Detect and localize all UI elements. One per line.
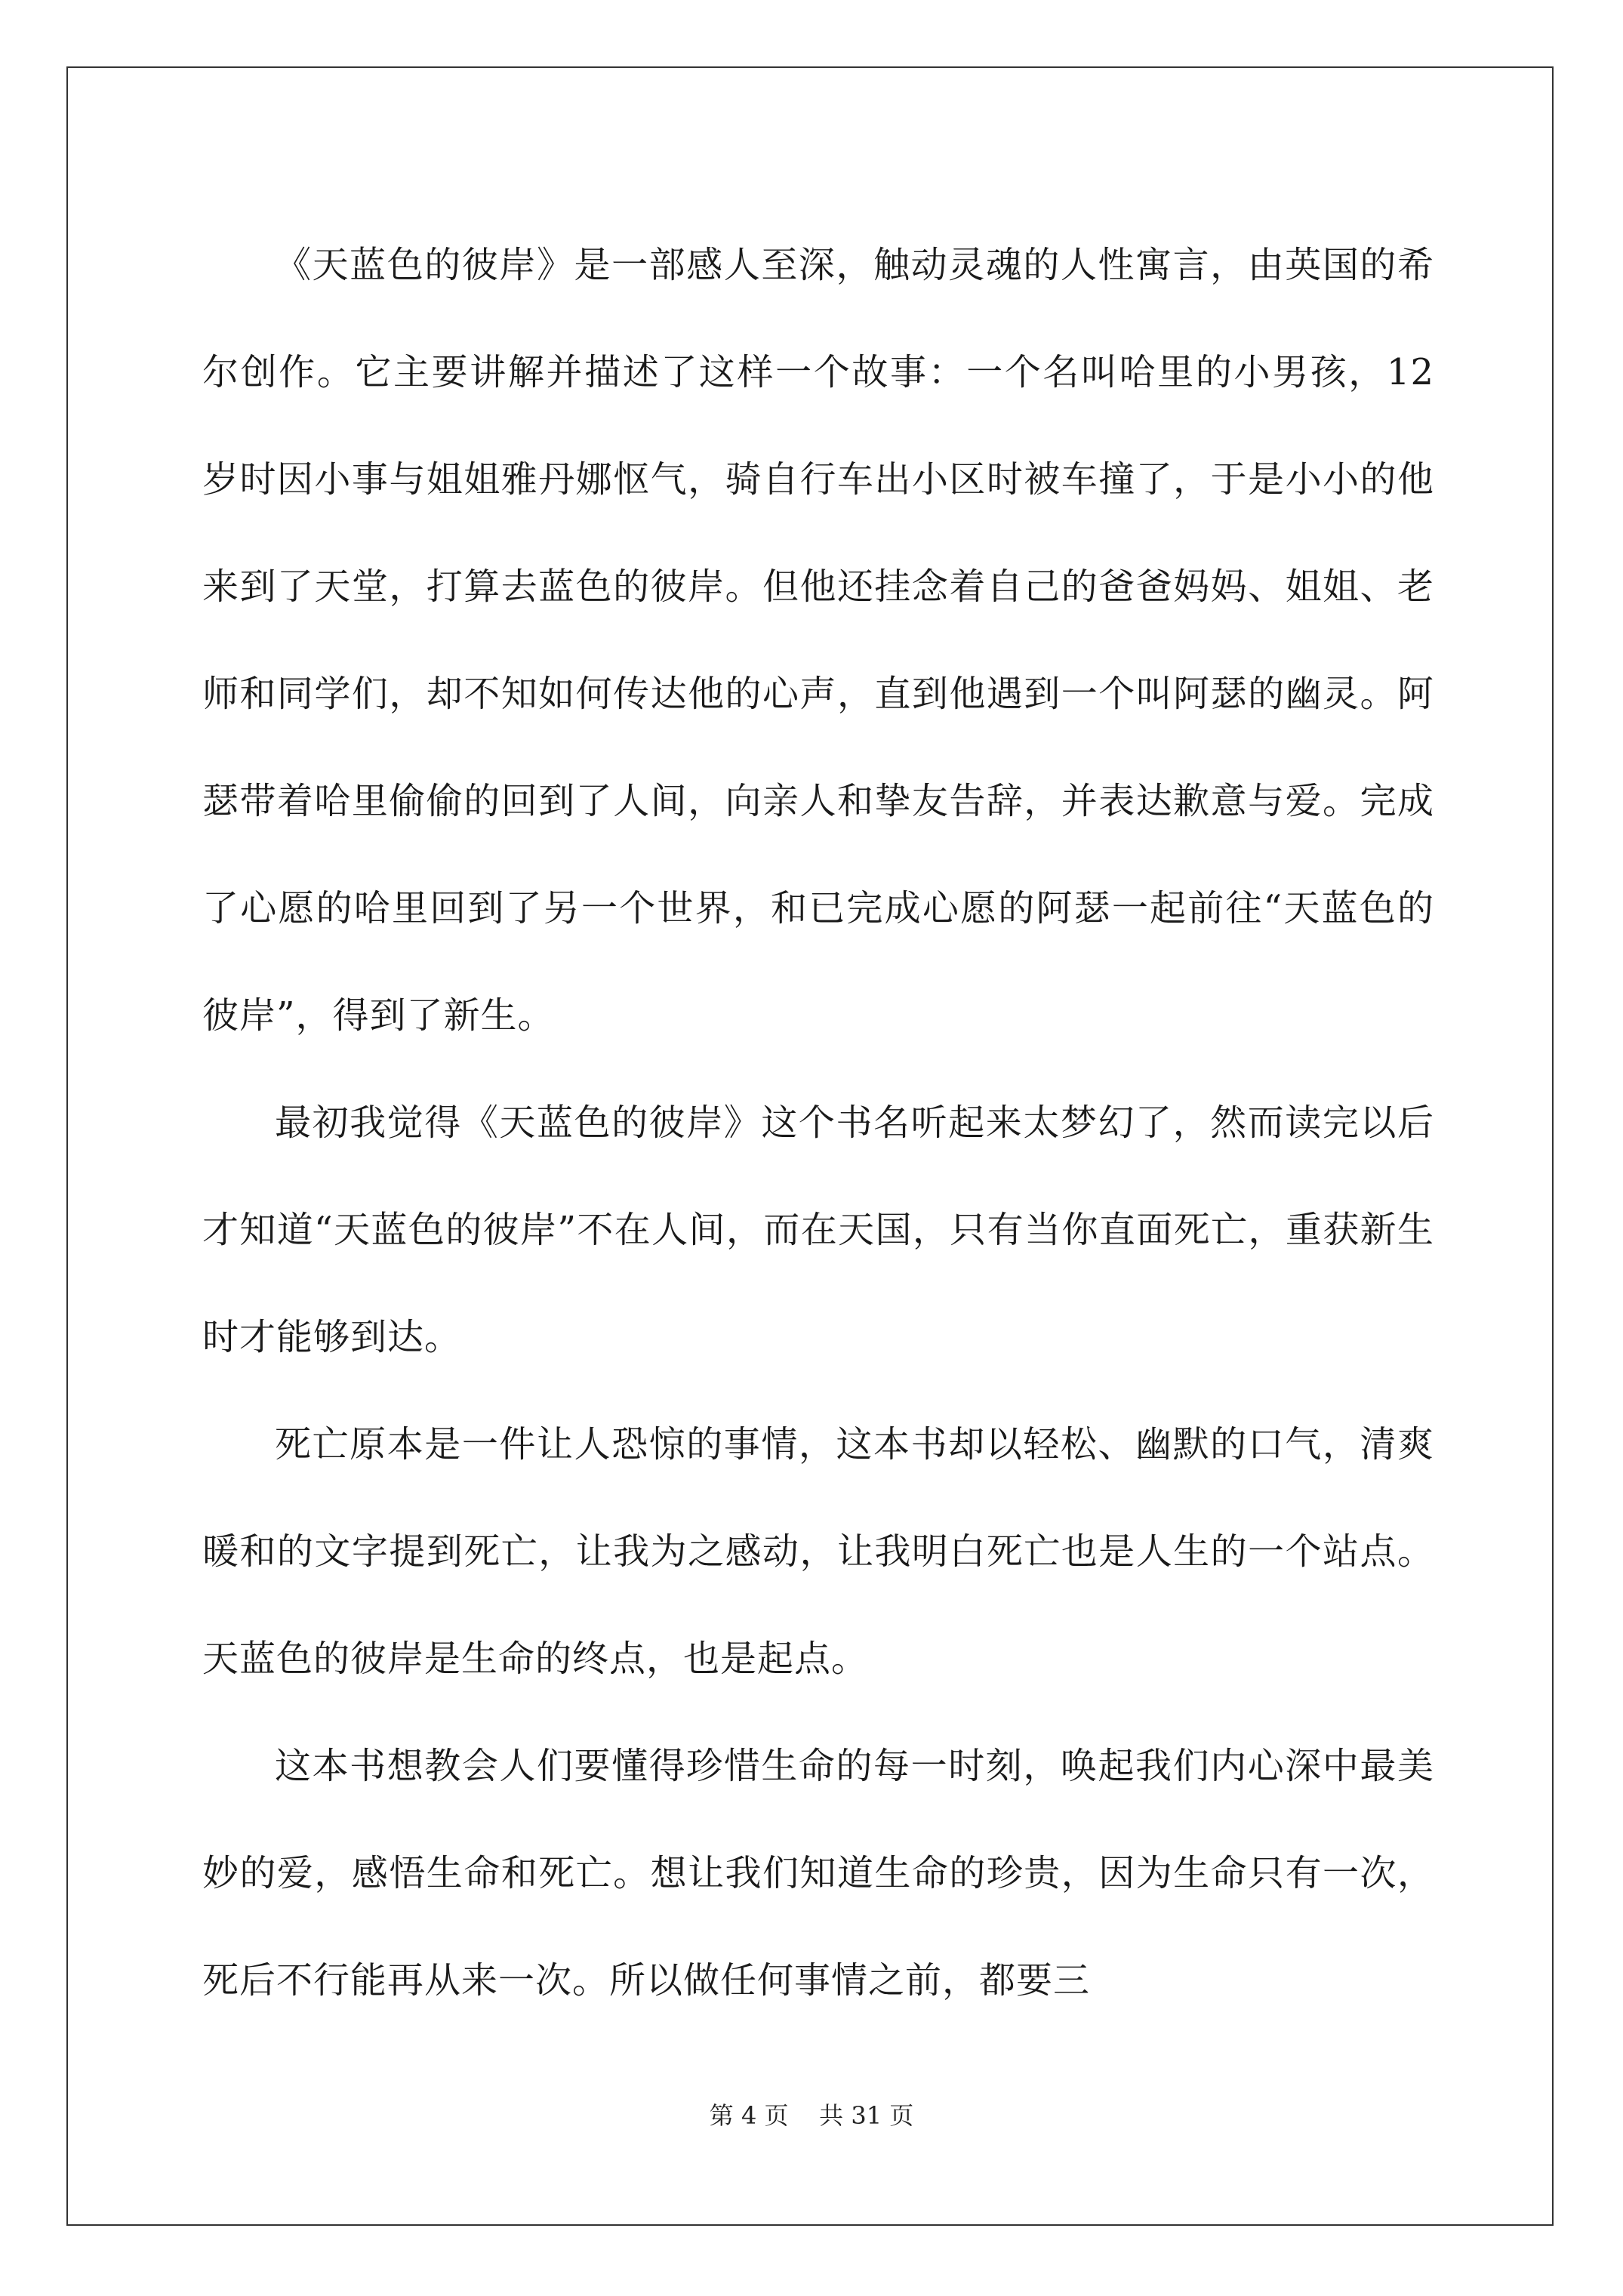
paragraph-1: 《天蓝色的彼岸》是一部感人至深，触动灵魂的人性寓言，由英国的希尔创作。它主要讲解并描述了这样一个故事：一个名叫哈里的小男孩，12 岁时因小事与姐姐雅丹娜怄气，骑自行车出小区时被车撞了，于是小小的他来到了天堂，打算去蓝色的彼岸。但他还挂念着自己的爸爸妈妈、姐姐、老师和同学们，却不知如何传达他的心声，直到他遇到一个叫阿瑟的幽灵。阿瑟带着哈里偷偷的回到了人间，向亲人和挚友告辞，并表达歉意与爱。完成了心愿的哈里回到了另一个世界，和已完成心愿的阿瑟一起前往“天蓝色的彼岸”，得到了新生。 xyxy=(202,244,1434,1037)
document-body xyxy=(202,211,1434,2034)
page-number-footer: 第 4 页 共 31 页 xyxy=(709,2101,914,2130)
paragraph-4: 这本书想教会人们要懂得珍惜生命的每一时刻，唤起我们内心深中最美妙的爱，感悟生命和死亡。想让我们知道生命的珍贵，因为生命只有一次，死后不行能再从来一次。所以做任何事情之前，都要三 xyxy=(202,1745,1434,2002)
paragraph-3: 死亡原本是一件让人恐惊的事情，这本书却以轻松、幽默的口气，清爽暖和的文字提到死亡，让我为之感动，让我明白死亡也是人生的一个站点。天蓝色的彼岸是生命的终点，也是起点。 xyxy=(202,1423,1434,1680)
paragraph-2: 最初我觉得《天蓝色的彼岸》这个书名听起来太梦幻了，然而读完以后才知道“天蓝色的彼岸”不在人间，而在天国，只有当你直面死亡，重获新生时才能够到达。 xyxy=(202,1102,1434,1358)
